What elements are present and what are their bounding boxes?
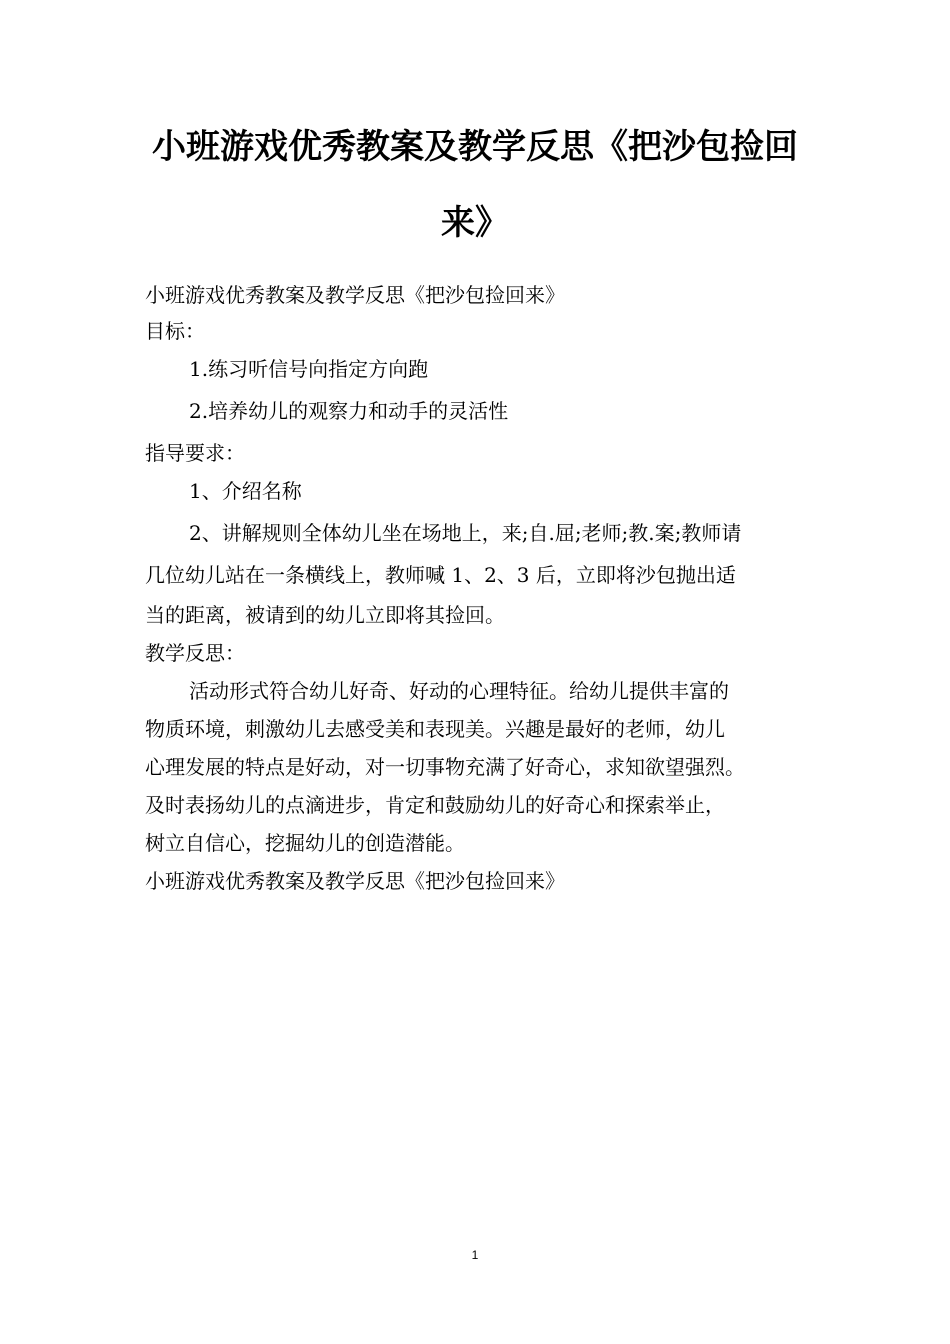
guidance-heading: 指导要求： (145, 441, 245, 465)
guidance-item-2-line-1: 2、讲解规则全体幼儿坐在场地上，来;自.屈;老师;教.案;教师请 (189, 521, 742, 545)
guidance-item-2-line-3: 当的距离，被请到的幼儿立即将其捡回。 (145, 603, 505, 627)
reflection-line-4: 及时表扬幼儿的点滴进步，肯定和鼓励幼儿的好奇心和探索举止， (145, 793, 725, 817)
document-title-line-2: 来》 (441, 203, 509, 243)
intro-title-line: 小班游戏优秀教案及教学反思《把沙包捡回来》 (145, 283, 565, 307)
goals-heading: 目标： (145, 319, 205, 343)
goal-item-1: 1.练习听信号向指定方向跑 (189, 357, 429, 381)
page-number: 1 (471, 1248, 479, 1262)
closing-title-line: 小班游戏优秀教案及教学反思《把沙包捡回来》 (145, 869, 565, 893)
goal-item-2: 2.培养幼儿的观察力和动手的灵活性 (189, 399, 509, 423)
guidance-item-1: 1、介绍名称 (189, 479, 302, 503)
reflection-line-2: 物质环境，刺激幼儿去感受美和表现美。兴趣是最好的老师，幼儿 (145, 717, 725, 741)
reflection-line-5: 树立自信心，挖掘幼儿的创造潜能。 (145, 831, 465, 855)
document-title-line-1: 小班游戏优秀教案及教学反思《把沙包捡回 (152, 127, 798, 167)
reflection-heading: 教学反思： (145, 641, 245, 665)
guidance-item-2-line-2: 几位幼儿站在一条横线上，教师喊 1、2、3 后，立即将沙包抛出适 (145, 563, 736, 587)
reflection-line-3: 心理发展的特点是好动，对一切事物充满了好奇心，求知欲望强烈。 (145, 755, 745, 779)
reflection-line-1: 活动形式符合幼儿好奇、好动的心理特征。给幼儿提供丰富的 (189, 679, 729, 703)
